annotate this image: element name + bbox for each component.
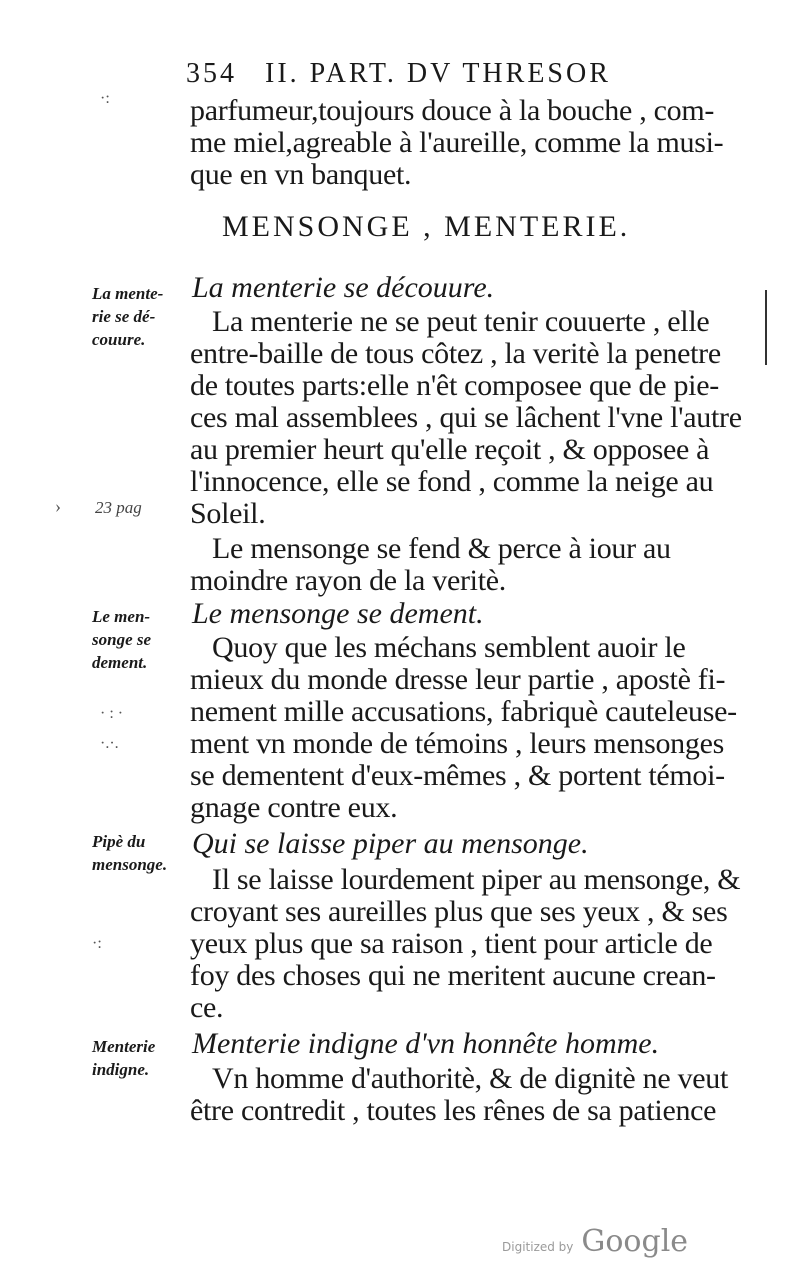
- scan-speck: · : ·: [100, 705, 124, 722]
- margin-note-line: indigne.: [92, 1060, 150, 1079]
- margin-note-line: La mente-: [92, 284, 164, 303]
- text-line: Le mensonge se fend & perce à iour au: [212, 532, 671, 565]
- text-line: Quoy que les méchans semblent auoir le: [212, 631, 686, 664]
- text-line: être contredit , toutes les rênes de sa patience: [190, 1094, 717, 1127]
- text-line: ce.: [190, 991, 224, 1024]
- subhead: La menterie se découure.: [192, 271, 495, 304]
- arrow-mark-icon: ›: [55, 496, 61, 516]
- margin-note-line: couure.: [92, 330, 146, 349]
- section-title: MENSONGE , MENTERIE.: [222, 210, 631, 243]
- margin-note: [92, 605, 187, 674]
- margin-note-line: Pipè du: [92, 832, 146, 851]
- page-number: 354: [186, 58, 237, 89]
- running-title: II. PART. DV THRESOR: [265, 58, 611, 89]
- handwritten-note: 23 pag: [95, 498, 142, 517]
- scan-speck: ·.·.: [100, 735, 119, 752]
- subhead: Le mensonge se dement.: [192, 597, 484, 630]
- text-line: yeux plus que sa raison , tient pour article de: [190, 927, 713, 960]
- margin-note-line: Le men-: [92, 607, 151, 626]
- margin-note-line: mensonge.: [92, 855, 168, 874]
- text-line: La menterie ne se peut tenir couuerte , elle: [212, 305, 710, 338]
- text-line: moindre rayon de la veritè.: [190, 564, 506, 597]
- margin-note-line: songe se: [92, 630, 152, 649]
- margin-note: [92, 282, 187, 351]
- text-line: entre-baille de tous côtez , la veritè la penetre: [190, 337, 721, 370]
- text-line: parfumeur,toujours douce à la bouche , com-: [190, 94, 715, 127]
- text-line: se dementent d'eux-mêmes , & portent témoi-: [190, 759, 725, 792]
- text-line: Il se laisse lourdement piper au mensonge, &: [212, 863, 741, 896]
- text-line: ces mal assemblees , qui se lâchent l'vne l'autre: [190, 401, 742, 434]
- text-line: mieux du monde dresse leur partie , apostè fi-: [190, 663, 726, 696]
- margin-note-line: rie se dé-: [92, 307, 156, 326]
- running-header: [186, 58, 666, 90]
- subhead: Qui se laisse piper au mensonge.: [192, 827, 589, 860]
- text-line: de toutes parts:elle n'êt composee que de pie-: [190, 369, 719, 402]
- scan-edge-line: [765, 290, 767, 365]
- scan-speck: ·:: [100, 90, 110, 107]
- text-line: que en vn banquet.: [190, 158, 412, 191]
- text-line: me miel,agreable à l'aureille, comme la musi-: [190, 126, 724, 159]
- text-line: Soleil.: [190, 497, 266, 530]
- scan-speck: ·:: [92, 935, 102, 952]
- subhead: Menterie indigne d'vn honnête homme.: [192, 1027, 660, 1060]
- text-line: gnage contre eux.: [190, 791, 398, 824]
- margin-note: [92, 830, 187, 876]
- watermark-logo: Google: [581, 1224, 689, 1259]
- text-line: nement mille accusations, fabriquè cauteleuse-: [190, 695, 737, 728]
- text-line: foy des choses qui ne meritent aucune crean-: [190, 959, 716, 992]
- margin-note-line: dement.: [92, 653, 148, 672]
- text-line: croyant ses aureilles plus que ses yeux , & ses: [190, 895, 728, 928]
- text-line: Vn homme d'authoritè, & de dignitè ne veut: [212, 1062, 729, 1095]
- text-line: ment vn monde de témoins , leurs mensonges: [190, 727, 724, 760]
- google-watermark: [502, 1224, 688, 1259]
- margin-note: [92, 1035, 187, 1081]
- watermark-prefix: Digitized by: [502, 1240, 574, 1254]
- margin-note-line: Menterie: [92, 1037, 156, 1056]
- text-line: l'innocence, elle se fond , comme la neige au: [190, 465, 714, 498]
- text-line: au premier heurt qu'elle reçoit , & opposee à: [190, 433, 710, 466]
